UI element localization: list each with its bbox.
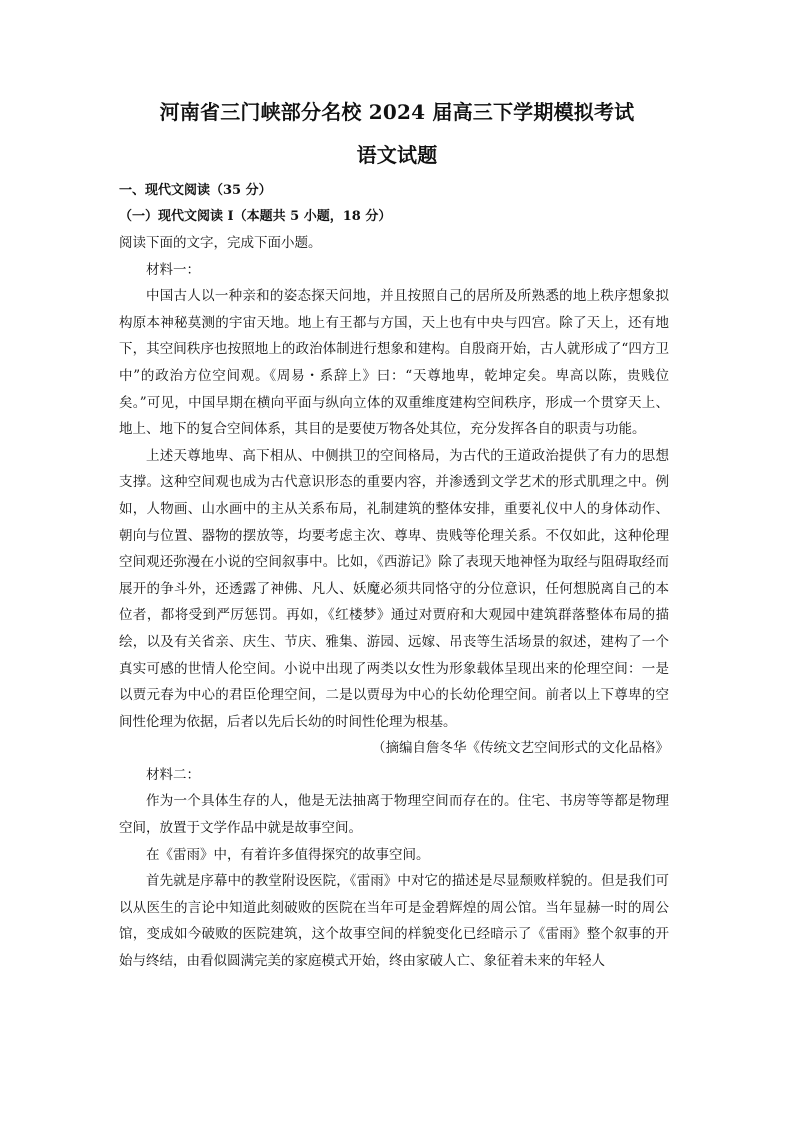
exam-title: 河南省三门峡部分名校 2024 届高三下学期模拟考试 xyxy=(159,100,635,124)
material-2-paragraph-2: 在《雷雨》中，有着许多值得探究的故事空间。 xyxy=(146,846,430,863)
exam-content xyxy=(119,178,669,975)
material-1-label: 材料一： xyxy=(146,261,200,278)
material-1-source: （摘编自詹冬华《传统文艺空间形式的文化品格》 xyxy=(372,740,669,757)
material-2-paragraph-3: 首先就是序幕中的教堂附设医院，《雷雨》中对它的描述是尽显颓败样貌的。但是我们可以从医生的言论中知道此刻破败的医院在当年可是金碧辉煌的周公馆。当年显赫一时的周公馆，变成如今破败的医院建筑，这个故事空间的样貌变化已经暗示了《雷雨》整个叙事的开始与终结，由看似圆满完美的家庭模式开始，终由家破人亡、象征着未来的年轻人 xyxy=(119,873,669,970)
material-1-paragraph-1: 中国古人以一种亲和的姿态探天问地，并且按照自己的居所及所熟悉的地上秩序想象拟构原本神秘莫测的宇宙天地。地上有王都与方国，天上也有中央与四宫。除了天上，还有地下，其空间秩序也按照地上的政治体制进行想象和建构。自殷商开始，古人就形成了“四方卫中”的政治方位空间观。《周易・系辞上》曰：“天尊地卑，乾坤定矣。卑高以陈，贵贱位矣。”可见，中国早期在横向平面与纵向立体的双重维度建构空间秩序，形成一个贯穿天上、地上、地下的复合空间体系，其目的是要使万物各处其位，充分发挥各自的职责与功能。 xyxy=(119,288,669,438)
material-2-label: 材料二： xyxy=(146,766,200,783)
material-1-paragraph-2: 上述天尊地卑、高下相从、中侧拱卫的空间格局，为古代的王道政治提供了有力的思想支撑。这种空间观也成为古代意识形态的重要内容，并渗透到文学艺术的形式肌理之中。例如，人物画、山水画中的主从关系布局，礼制建筑的整体安排，重要礼仪中人的身体动作、朝向与位置、器物的摆放等，均要考虑主次、尊卑、贵贱等伦理关系。不仅如此，这种伦理空间观还弥漫在小说的空间叙事中。比如，《西游记》除了表现天地神怪为取经与阻碍取经而展开的争斗外，还透露了神佛、凡人、妖魔必须共同恪守的分位意识，任何想脱离自己的本位者，都将受到严厉惩罚。再如，《红楼梦》通过对贾府和大观园中建筑群落整体布局的描绘，以及有关省亲、庆生、节庆、雅集、游园、远嫁、吊丧等生活场景的叙述，建构了一个真实可感的世情人伦空间。小说中出现了两类以女性为形象载体呈现出来的伦理空间：一是以贾元春为中心的君臣伦理空间，二是以贾母为中心的长幼伦理空间。前者以上下尊卑的空间性伦理为依据，后者以先后长幼的时间性伦理为根基。 xyxy=(119,447,669,730)
material-2-paragraph-1: 作为一个具体生存的人，他是无法抽离于物理空间而存在的。住宅、书房等等都是物理空间，放置于文学作品中就是故事空间。 xyxy=(119,793,669,837)
reading-instruction: 阅读下面的文字，完成下面小题。 xyxy=(119,235,322,251)
subsection-heading: （一）现代文阅读 I（本题共 5 小题，18 分） xyxy=(119,209,392,224)
section-heading: 一、现代文阅读（35 分） xyxy=(119,183,272,198)
exam-subject-title: 语文试题 xyxy=(356,143,438,167)
